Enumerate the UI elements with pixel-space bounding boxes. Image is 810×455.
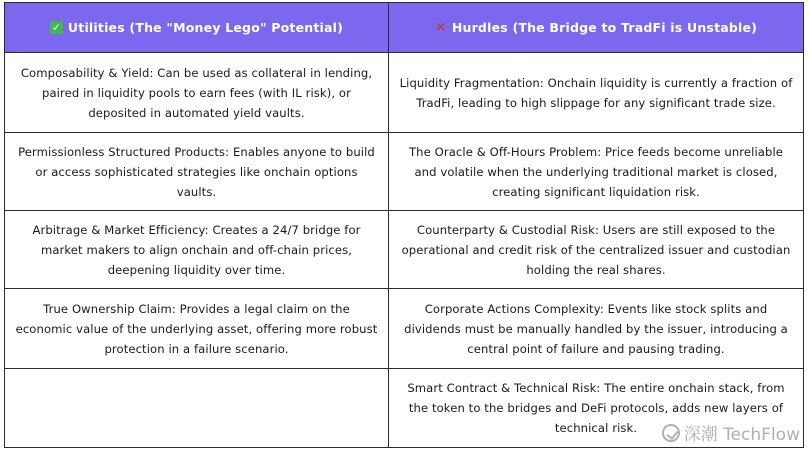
hurdle-text: Corporate Actions Complexity: Events like stock splits and dividends must be manually handled by the issuer, introducing a central point of failure and pausing trading. bbox=[404, 301, 788, 356]
utility-cell bbox=[5, 289, 389, 369]
hurdle-cell bbox=[389, 133, 803, 211]
utility-cell bbox=[5, 133, 389, 211]
header-utilities-label: Utilities (The "Money Lego" Potential) bbox=[67, 19, 344, 35]
header-hurdles bbox=[389, 3, 803, 53]
hurdle-text: Counterparty & Custodial Risk: Users are still exposed to the operational and credit risk of the centralized issuer and custodian holding the real shares. bbox=[401, 222, 791, 277]
hurdle-text: Liquidity Fragmentation: Onchain liquidity is currently a fraction of TradFi, leading to high slippage for any significant trade size. bbox=[399, 75, 793, 110]
techflow-logo-icon bbox=[662, 424, 680, 442]
cross-mark-icon: ✕ bbox=[434, 19, 447, 36]
utility-cell bbox=[5, 53, 389, 133]
hurdle-cell bbox=[389, 289, 803, 369]
watermark bbox=[662, 420, 800, 445]
utility-cell-empty bbox=[5, 369, 389, 447]
hurdle-cell bbox=[389, 53, 803, 133]
utility-text: Permissionless Structured Products: Enables anyone to build or access sophisticated strategies like onchain options vaults. bbox=[18, 144, 375, 199]
header-utilities bbox=[5, 3, 389, 53]
hurdle-text: Smart Contract & Technical Risk: The entire onchain stack, from the token to the bridges and DeFi protocols, adds new layers of technical risk. bbox=[407, 381, 785, 435]
header-hurdles-label: Hurdles (The Bridge to TradFi is Unstable) bbox=[451, 19, 758, 35]
hurdle-cell bbox=[389, 211, 803, 289]
hurdle-text: The Oracle & Off-Hours Problem: Price feeds become unreliable and volatile when the underlying traditional market is closed, creating significant liquidation risk. bbox=[408, 144, 784, 199]
utility-text: Composability & Yield: Can be used as collateral in lending, paired in liquidity pools to earn fees (with IL risk), or deposited in automated yield vaults. bbox=[20, 65, 373, 120]
utility-text: Arbitrage & Market Efficiency: Creates a 24/7 bridge for market makers to align onchain and off-chain prices, deepening liquidity over time. bbox=[32, 222, 361, 277]
utility-text: True Ownership Claim: Provides a legal claim on the economic value of the underlying asset, offering more robust protection in a failure scenario. bbox=[15, 301, 378, 356]
watermark-text: 深潮 TechFlow bbox=[683, 425, 800, 445]
check-mark-icon: ✓ bbox=[51, 21, 62, 34]
utility-cell bbox=[5, 211, 389, 289]
comparison-table bbox=[4, 2, 804, 448]
